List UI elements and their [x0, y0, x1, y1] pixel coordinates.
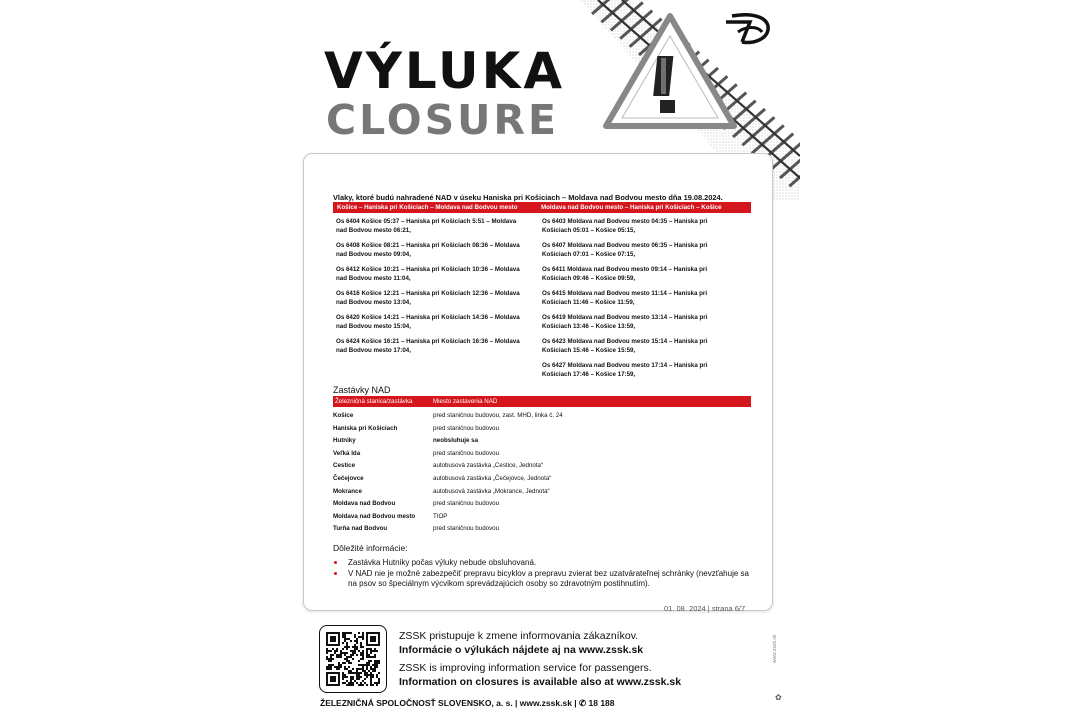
train-entry	[336, 337, 541, 355]
stop-name: Cestice	[333, 462, 356, 470]
stop-place: pred staničnou budovou, zast. MHD, linka č. 24	[433, 412, 563, 419]
train-line-2: nad Bodvou mesto 15:04,	[336, 323, 411, 330]
trains-header-right: Moldava nad Bodvou mesto – Haniska pri Košiciach – Košice	[541, 204, 722, 211]
train-line-1: Os 6423 Moldava nad Bodvou mesto 15:14 – Haniska pri	[542, 338, 708, 345]
info-link-sk[interactable]: Informácie o výlukách nájdete aj na www.zssk.sk	[399, 644, 644, 656]
stop-name: Mokrance	[333, 487, 362, 495]
important-item-text: Zastávka Hutniky počas výluky nebude obsluhovaná.	[348, 558, 537, 567]
stops-col-station: Železničná stanica/zastávka	[335, 398, 413, 405]
info-line-sk: ZSSK pristupuje k zmene informovania zákazníkov.	[399, 630, 639, 642]
train-line-1: Os 6408 Košice 08:21 – Haniska pri Košiciach 08:36 – Moldava	[336, 242, 520, 249]
important-item-text: V NAD nie je možné zabezpečiť prepravu bicyklov a prepravu zvierat bez uzatvárateľnej schránky (nevzťahuje sa na psov so špeciálnym výcvikom sprevádzajúcich osoby so zdravotným postihnutím).	[348, 569, 749, 588]
page-number: 01. 08. 2024 | strana 6/7	[664, 604, 746, 613]
stop-place: pred staničnou budovou	[433, 500, 500, 508]
train-entry	[542, 289, 747, 307]
train-entry	[542, 241, 747, 259]
train-line-1: Os 6412 Košice 10:21 – Haniska pri Košiciach 10:36 – Moldava	[336, 266, 520, 273]
stop-place: autobusová zastávka „Cestice, Jednota“	[433, 462, 544, 470]
train-line-1: Os 6427 Moldava nad Bodvou mesto 17:14 – Haniska pri	[542, 362, 708, 369]
train-line-2: Košiciach 15:46 – Košice 15:59,	[542, 347, 636, 354]
train-line-1: Os 6420 Košice 14:21 – Haniska pri Košiciach 14:36 – Moldava	[336, 314, 520, 321]
train-line-1: Os 6419 Moldava nad Bodvou mesto 13:14 – Haniska pri	[542, 314, 708, 321]
train-line-1: Os 6416 Košice 12:21 – Haniska pri Košiciach 12:36 – Moldava	[336, 290, 520, 297]
bullet-icon	[334, 572, 337, 575]
train-line-2: nad Bodvou mesto 13:04,	[336, 299, 411, 306]
train-line-1: Os 6403 Moldava nad Bodvou mesto 04:35 – Haniska pri	[542, 218, 708, 225]
train-line-1: Os 6411 Moldava nad Bodvou mesto 09:14 – Haniska pri	[542, 266, 708, 273]
trains-header-left: Košice – Haniska pri Košiciach – Moldava nad Bodvou mesto	[337, 204, 518, 211]
bullet-icon	[334, 561, 337, 564]
train-line-2: Košiciach 13:46 – Košice 13:59,	[542, 323, 636, 330]
closure-heading: Vlaky, ktoré budú nahradené NAD v úseku Haniska pri Košiciach – Moldava nad Bodvou mesto dňa 19.08.2024.	[333, 193, 723, 202]
stop-name: Moldava nad Bodvou	[333, 500, 396, 508]
stops-col-place: Miesto zastavenia NAD	[433, 398, 498, 405]
train-line-2: Košiciach 07:01 – Košice 07:15,	[542, 251, 636, 258]
stop-place: autobusová zastávka „Mokrance, Jednota“	[433, 487, 550, 495]
qr-code-icon	[326, 632, 380, 686]
stop-name: Moldava nad Bodvou mesto	[333, 512, 416, 520]
stop-place: TIOP	[433, 512, 448, 520]
stops-section-title: Zastávky NAD	[333, 385, 391, 395]
train-line-2: nad Bodvou mesto 06:21,	[336, 227, 411, 234]
train-entry	[542, 217, 747, 235]
train-entry	[336, 217, 541, 235]
train-line-1: Os 6404 Košice 05:37 – Haniska pri Košiciach 5:51 – Moldava	[336, 218, 517, 225]
important-title: Dôležité informácie:	[333, 543, 408, 553]
train-entry	[542, 313, 747, 331]
qr-code-frame[interactable]	[319, 625, 387, 693]
trains-header-bar	[333, 202, 751, 213]
gear-icon: ✿	[775, 693, 782, 702]
stop-name: Hutniky	[333, 437, 356, 445]
train-entry	[336, 289, 541, 307]
train-entry	[336, 241, 541, 259]
train-line-2: Košiciach 09:46 – Košice 09:59,	[542, 275, 636, 282]
train-entry	[542, 337, 747, 355]
stop-place: neobsluhuje sa	[433, 437, 479, 445]
title-en: CLOSURE	[326, 96, 560, 144]
zssk-logo-icon	[724, 12, 776, 46]
train-line-1: Os 6407 Moldava nad Bodvou mesto 06:35 – Haniska pri	[542, 242, 708, 249]
stop-name: Veľká Ida	[333, 449, 361, 457]
train-line-1: Os 6415 Moldava nad Bodvou mesto 11:14 – Haniska pri	[542, 290, 708, 297]
side-text: www.zssk.sk	[772, 634, 778, 663]
train-line-2: nad Bodvou mesto 11:04,	[336, 275, 411, 282]
train-entry	[542, 265, 747, 283]
stop-place: autobusová zastávka „Čečejovce, Jednota“	[433, 475, 552, 482]
train-line-2: Košiciach 17:46 – Košice 17:59,	[542, 371, 636, 378]
train-line-2: Košiciach 11:46 – Košice 11:59,	[542, 299, 635, 306]
warning-sign-icon	[602, 12, 738, 132]
stop-place: pred staničnou budovou	[433, 424, 500, 432]
train-line-1: Os 6424 Košice 16:21 – Haniska pri Košiciach 16:36 – Moldava	[336, 338, 520, 345]
train-entry	[542, 361, 747, 379]
stop-place: pred staničnou budovou	[433, 449, 500, 457]
stop-name: Košice	[333, 412, 354, 419]
train-line-2: nad Bodvou mesto 17:04,	[336, 347, 411, 354]
title-sk: VÝLUKA	[324, 42, 566, 100]
train-entry	[336, 265, 541, 283]
train-entry	[336, 313, 541, 331]
stop-name: Čečejovce	[333, 475, 364, 482]
stop-name: Haniska pri Košiciach	[333, 424, 398, 432]
info-line-en: ZSSK is improving information service for passengers.	[399, 662, 652, 674]
train-line-2: Košiciach 05:01 – Košice 05:15,	[542, 227, 636, 234]
info-link-en[interactable]: Information on closures is available also at www.zssk.sk	[399, 676, 682, 688]
company-footer: ŽELEZNIČNÁ SPOLOČNOSŤ SLOVENSKO, a. s. | www.zssk.sk | ✆ 18 188	[320, 698, 615, 708]
stops-header-bar	[333, 396, 751, 407]
train-line-2: nad Bodvou mesto 09:04,	[336, 251, 411, 258]
stop-place: pred staničnou budovou	[433, 525, 500, 533]
stop-name: Turňa nad Bodvou	[333, 525, 388, 533]
